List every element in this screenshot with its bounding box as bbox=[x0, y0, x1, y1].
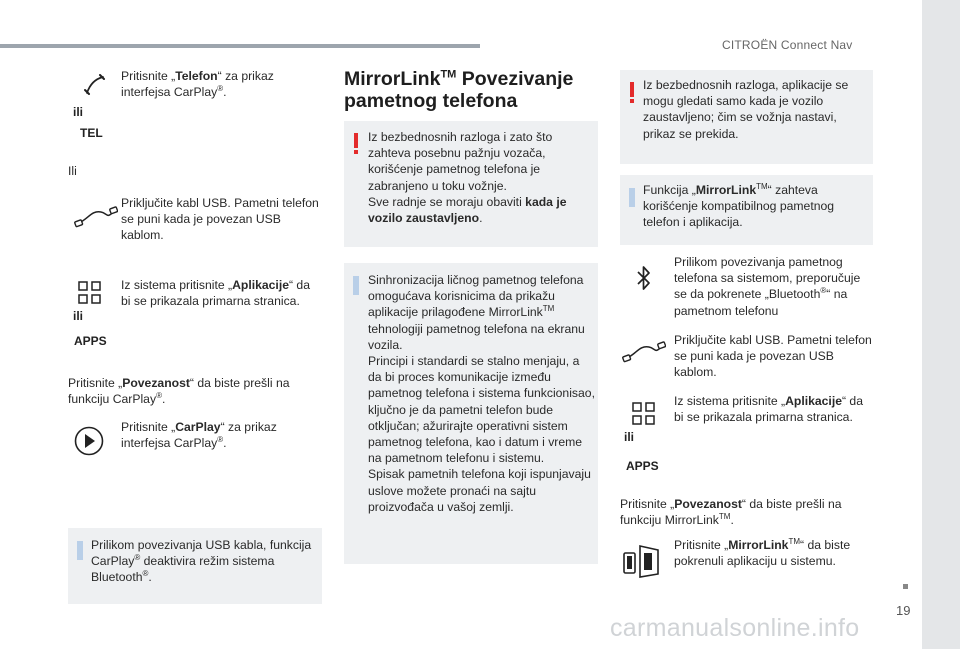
povezanost-paragraph: Pritisnite „Povezanost“ da biste prešli na funkciju CarPlay®. bbox=[68, 376, 290, 407]
mirrorlink-info-text: Sinhronizacija ličnog pametnog telefona omogućava korisnicima da prikažu aplikacije prilagođene MirrorLink™ tehnologiji pametnog telefona na ekranu vozila. Principi i standardi se stalno menjaju, a da bi proces komunikacije između pametnog telefona i sistema funkcionisao, ključno je da pametni telefon bude otključan; ažurirajte operativni sistem pametnog telefona, kao i datum i vreme na pametnom telefonu i sistemu. Spisak pametnih telefona koji ispunjavaju uslove možete pronaći na sajtu proizvođača u vašoj zemlji. bbox=[368, 273, 595, 514]
usb-cable-icon bbox=[622, 339, 666, 365]
usb-cable-icon bbox=[74, 204, 118, 230]
or-label: ili bbox=[73, 105, 84, 119]
header-rule bbox=[0, 44, 480, 48]
warning-icon bbox=[627, 82, 639, 104]
info-icon bbox=[77, 541, 83, 560]
mirrorlink-info-box bbox=[344, 263, 598, 564]
or-label-2: ili bbox=[73, 309, 84, 323]
carplay-icon bbox=[74, 426, 104, 456]
tel-label: TEL bbox=[80, 126, 103, 140]
aplikacije-paragraph-2: Iz sistema pritisnite „Aplikacije“ da bi se prikazala primarna stranica. bbox=[674, 394, 863, 425]
bluetooth-icon bbox=[636, 264, 652, 292]
povezanost-paragraph-2: Pritisnite „Povezanost“ da biste prešli na funkciju MirrorLink™. bbox=[620, 497, 842, 528]
safety-warning-box bbox=[344, 121, 598, 247]
apps-label-2: APPS bbox=[626, 459, 659, 473]
usb-paragraph: Priključite kabl USB. Pametni telefon se puni kada je povezan USB kablom. bbox=[121, 196, 319, 243]
watermark: carmanualsonline.info bbox=[610, 614, 860, 642]
usb-paragraph-2: Priključite kabl USB. Pametni telefon se puni kada je povezan USB kablom. bbox=[674, 333, 872, 380]
header-brand: CITROËN Connect Nav bbox=[722, 38, 853, 52]
aplikacije-paragraph: Iz sistema pritisnite „Aplikacije“ da bi se prikazala primarna stranica. bbox=[121, 278, 310, 309]
or-label-3: ili bbox=[624, 430, 635, 444]
bluetooth-paragraph: Prilikom povezivanja pametnog telefona sa sistemom, preporučuje se da pokrenete „Bluetooth®“ na pametnom telefonu bbox=[674, 255, 861, 318]
carplay-note-text: Prilikom povezivanja USB kabla, funkcija CarPlay® deaktivira režim sistema Bluetooth®. bbox=[91, 538, 312, 585]
page-number: 19 bbox=[896, 603, 911, 618]
phone-icon bbox=[84, 74, 106, 96]
section-heading: MirrorLink™ Povezivanje pametnog telefona bbox=[344, 68, 574, 112]
viewing-warning-text: Iz bezbednosnih razloga, aplikacije se mogu gledati samo kada je vozilo zaustavljeno; čim se vožnja nastavi, prikaz se prekida. bbox=[643, 78, 849, 141]
info-icon bbox=[353, 276, 359, 295]
mirrorlink-icon bbox=[622, 543, 662, 579]
viewing-warning-box bbox=[620, 70, 873, 164]
carplay-paragraph: Pritisnite „CarPlay“ za prikaz interfejsa CarPlay®. bbox=[121, 420, 277, 451]
mirrorlink-paragraph: Pritisnite „MirrorLink™“ da biste pokrenuli aplikaciju u sistemu. bbox=[674, 536, 851, 569]
compatibility-note-box bbox=[620, 175, 873, 245]
compatibility-note-text: Funkcija „MirrorLink™“ zahteva korišćenje kompatibilnog pametnog telefon i aplikacija. bbox=[643, 181, 835, 230]
apps-grid-icon bbox=[78, 281, 102, 305]
telefon-paragraph: Pritisnite „Telefon“ za prikaz interfejsa CarPlay®. bbox=[121, 69, 274, 100]
or-text: Ili bbox=[68, 164, 77, 178]
apps-grid-icon bbox=[632, 402, 656, 426]
apps-label: APPS bbox=[74, 334, 107, 348]
page-marker bbox=[903, 584, 908, 589]
page-sidebar bbox=[922, 0, 960, 649]
safety-warning-text: Iz bezbednosnih razloga i zato što zahteva posebnu pažnju vozača, korišćenje pametnog telefona je zabranjeno u toku vožnje. Sve radnje se moraju obaviti kada je vozilo zaustavljeno. bbox=[368, 130, 567, 226]
info-icon bbox=[629, 188, 635, 207]
carplay-note-box bbox=[68, 528, 322, 604]
warning-icon bbox=[351, 133, 363, 155]
